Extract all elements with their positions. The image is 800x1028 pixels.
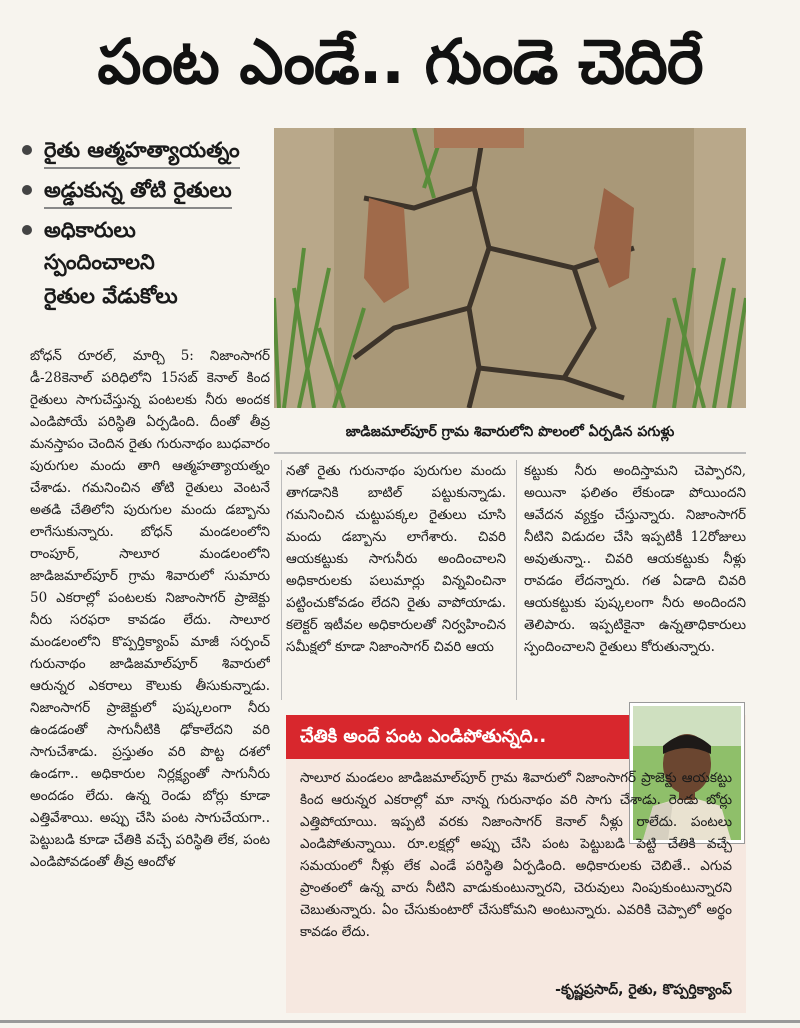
bullet-text: రైతు ఆత్మహత్యాయత్నం — [44, 135, 240, 169]
quote-signature: -కృష్ణప్రసాద్, రైతు, కొప్పర్తిక్యాంప్ — [555, 982, 732, 998]
bullet-item — [18, 215, 268, 245]
bullet-text: అధికారులు — [44, 218, 136, 242]
bottom-rule — [0, 1020, 800, 1023]
photo-caption: జాడిజమాల్‌పూర్ గ్రామ శివారులోని పొలంలో ఏర్పడిన పగుళ్లు — [274, 412, 746, 454]
bullet-item — [18, 135, 268, 169]
bullet-dot-icon — [22, 145, 32, 155]
quote-text: సాలూర మండలం జాడిజమాల్‌పూర్ గ్రామ శివారులో నిజాంసాగర్ ప్రాజెక్టు ఆయకట్టు కింద ఆరున్నర ఎకరాల్లో మా నాన్న గురునాథం వరి సాగు చేశాడు. రెండు బోర్లు ఎత్తిపోయాయి. ఇప్పటి వరకు నిజాంసాగర్ కెనాల్ నీళ్లు రాలేదు. పంటలు ఎండిపోతున్నాయి. రూ.లక్షల్లో అప్పు చేసి పంట పెట్టుబడి పెట్టి చేతికి వచ్చే సమయంలో నీళ్లు లేక ఎండే పరిస్థితి ఏర్పడింది. అధికారులకు చెబితే.. ఎగువ ప్రాంతంలో ఉన్న వారు నీటిని వాడుకుంటున్నారని, చెరువులు నింపుకుంటున్నారని చెబుతున్నారు. ఏం చేసుకుంటారో చేసుకోమని అంటున్నారు. ఎవరికి చెప్పాలో అర్థం కావడం లేదు. — [300, 770, 732, 940]
article-column-middle: నతో రైతు గురునాథం పురుగుల మందు తాగడానికి బాటిల్ పట్టుకున్నాడు. గమనించిన చుట్టుపక్కల రైతులు చూసి మందు డబ్బాను లాగేశారు. చివరి ఆయకట్టుకు సాగునీరు అందించాలని అధికారులకు పలుమార్లు విన్నవించినా పట్టించుకోవడం లేదని రైతు వాపోయాడు. కలెక్టర్ ఇటీవల అధికారులతో నిర్వహించిన సమీక్షలో కూడా నిజాంసాగర్ చివరి ఆయ — [286, 463, 506, 655]
headline: పంట ఎండే.. గుండె చెదిరే — [97, 25, 703, 98]
article-column-right: కట్టుకు నీరు అందిస్తామని చెప్పారని, అయినా ఫలితం లేకుండా పోయిందని ఆవేదన వ్యక్తం చేస్తున్నారు. నిజాంసాగర్ నీటిని విడుదల చేసి ఇప్పటికీ 12రోజులు అవుతున్నా.. చివరి ఆయకట్టుకు నీళ్లు రావడం లేదన్నారు. గత ఏడాది చివరి ఆయకట్టుకు పుష్కలంగా నీరు అందిందని తెలిపారు. ఇప్పటికైనా ఉన్నతాధికారులు స్పందించాలని రైతులు కోరుతున్నారు. — [524, 463, 746, 655]
column-divider — [281, 460, 282, 700]
article-column-left: బోధన్ రూరల్, మార్చి 5: నిజాంసాగర్ డీ-28కెనాల్ పరిధిలోని 15సబ్ కెనాల్ కింద రైతులు సాగుచేస్తున్న పంటలకు నీరు అందక ఎండిపోయే పరిస్థితి ఏర్పడింది. దీంతో తీవ్ర మనస్తాపం చెందిన రైతు గురునాథం బుధవారం పురుగుల మందు తాగి ఆత్మహత్యాయత్నం చేశాడు. గమనించిన తోటి రైతులు వెంటనే అతడి చేతిలోని పురుగుల మందు డబ్బాను లాగేసుకున్నారు. బోధన్ మండలంలోని రాంపూర్, సాలూర మండలంలోని జాడిజమాల్‌పూర్ గ్రామ శివారులో సుమారు 50 ఎకరాల్లో పంటలకు నిజాంసాగర్ ప్రాజెక్టు నీరు సరఫరా కావడం లేదు. సాలూర మండలంలోని కొప్పర్తిక్యాంప్ మాజీ సర్పంచ్ గురునాథం జాడిజమాల్‌పూర్ శివారులో ఆరున్నర ఎకరాలు కౌలుకు తీసుకున్నాడు. నిజాంసాగర్ ప్రాజెక్టులో పుష్కలంగా నీరు ఉండడంతో సాగునీటికి ఢోకాలేదని వరి సాగుచేశాడు. ప్రస్తుతం వరి పొట్ట దశలో ఉండగా.. అధికారుల నిర్లక్ష్యంతో సాగునీరు అందడం లేదు. ఉన్న రెండు బోర్లు కూడా ఎత్తివేశాయి. అప్పు చేసి పంట సాగుచేయగా.. పెట్టుబడి కూడా చేతికి వచ్చే పరిస్థితి లేక, పంట ఎండిపోవడంతో తీవ్ర ఆందోళ — [30, 348, 270, 870]
cracked-field-photo — [274, 128, 746, 408]
bullet-text: అడ్డుకున్న తోటి రైతులు — [44, 175, 232, 209]
bullet-continuation: స్పందించాలని — [44, 250, 155, 274]
bullet-continuation: రైతుల వేడుకోలు — [44, 284, 178, 308]
farmer-quote-box — [286, 715, 746, 1013]
column-divider — [516, 460, 517, 700]
summary-bullets — [18, 135, 268, 313]
quote-banner: చేతికి అందే పంట ఎండిపోతున్నది.. — [286, 715, 636, 759]
bullet-item — [18, 175, 268, 209]
bullet-dot-icon — [22, 225, 32, 235]
bullet-dot-icon — [22, 185, 32, 195]
